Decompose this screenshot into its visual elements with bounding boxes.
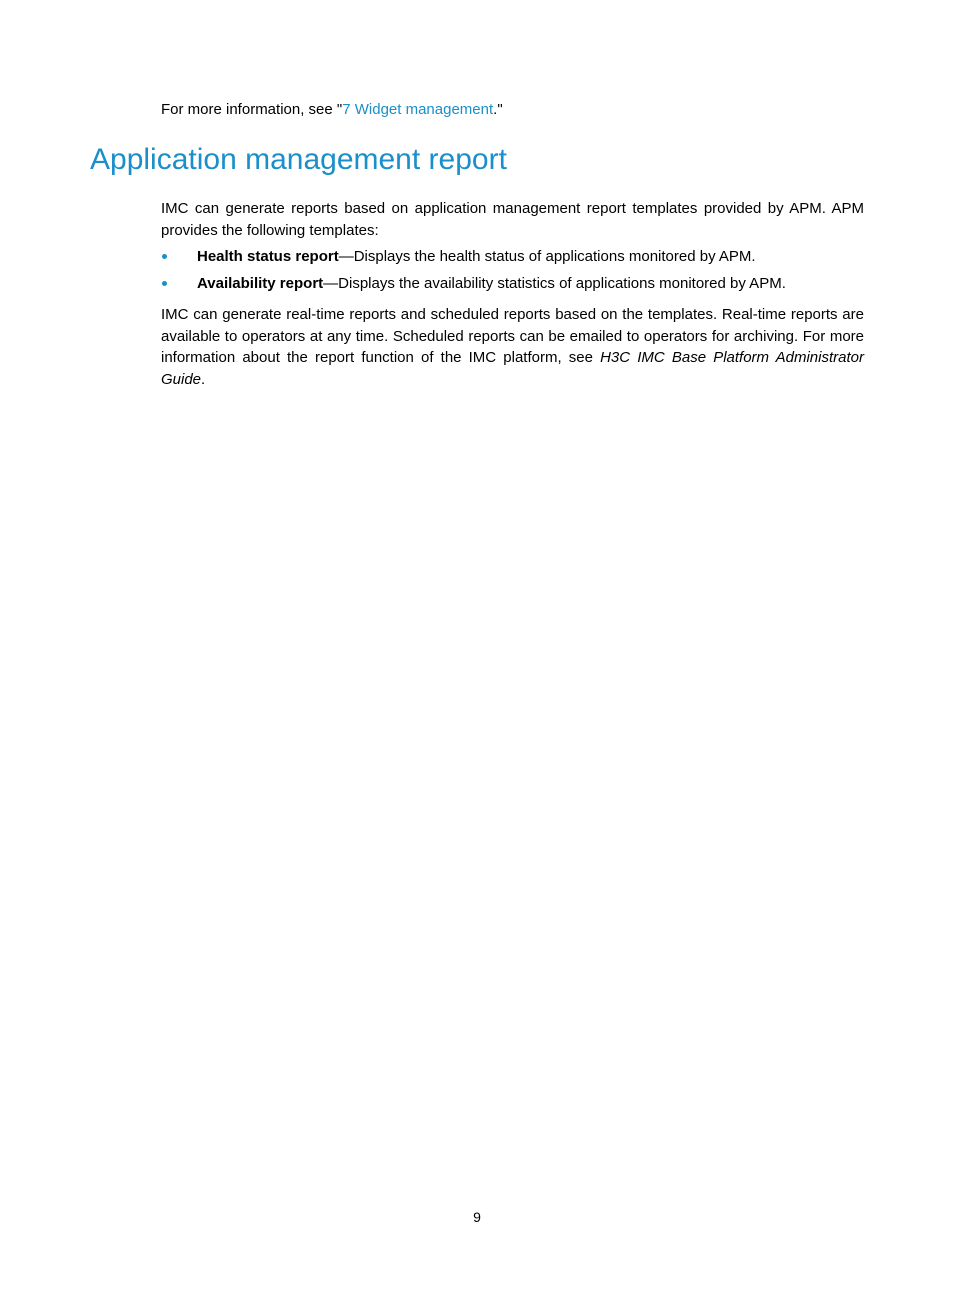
- list-item-description: —Displays the availability statistics of applications monitored by APM.: [323, 275, 786, 292]
- guide-title: H3C IMC Base Platform Administrator Guide: [161, 349, 864, 388]
- list-item: [161, 273, 864, 295]
- list-item-description: —Displays the health status of applications monitored by APM.: [338, 248, 756, 265]
- list-item-term: Health status report: [197, 248, 339, 265]
- reports-paragraph-end: .: [201, 370, 206, 388]
- reports-paragraph-text: IMC can generate real-time reports and scheduled reports based on the templates. Real-time reports are available to operators at any time. Scheduled reports can be emailed to operators for archiving. For more information about the report function of the IMC platform, see: [161, 306, 864, 366]
- template-list: [161, 246, 864, 300]
- page-number: 9: [473, 1209, 481, 1225]
- reports-paragraph: [161, 304, 864, 390]
- section-heading: Application management report: [90, 143, 507, 176]
- section-intro-paragraph: IMC can generate reports based on application management report templates provided by APM. APM provides the following templates:: [161, 200, 864, 239]
- list-item-term: Availability report: [197, 275, 324, 292]
- widget-management-link[interactable]: 7 Widget management: [342, 101, 494, 118]
- list-item: [161, 246, 864, 268]
- intro-prefix: For more information, see ": [161, 101, 343, 118]
- intro-suffix: .": [493, 101, 503, 118]
- bullet-icon: [162, 281, 167, 286]
- intro-line: [161, 99, 864, 121]
- bullet-icon: [162, 254, 167, 259]
